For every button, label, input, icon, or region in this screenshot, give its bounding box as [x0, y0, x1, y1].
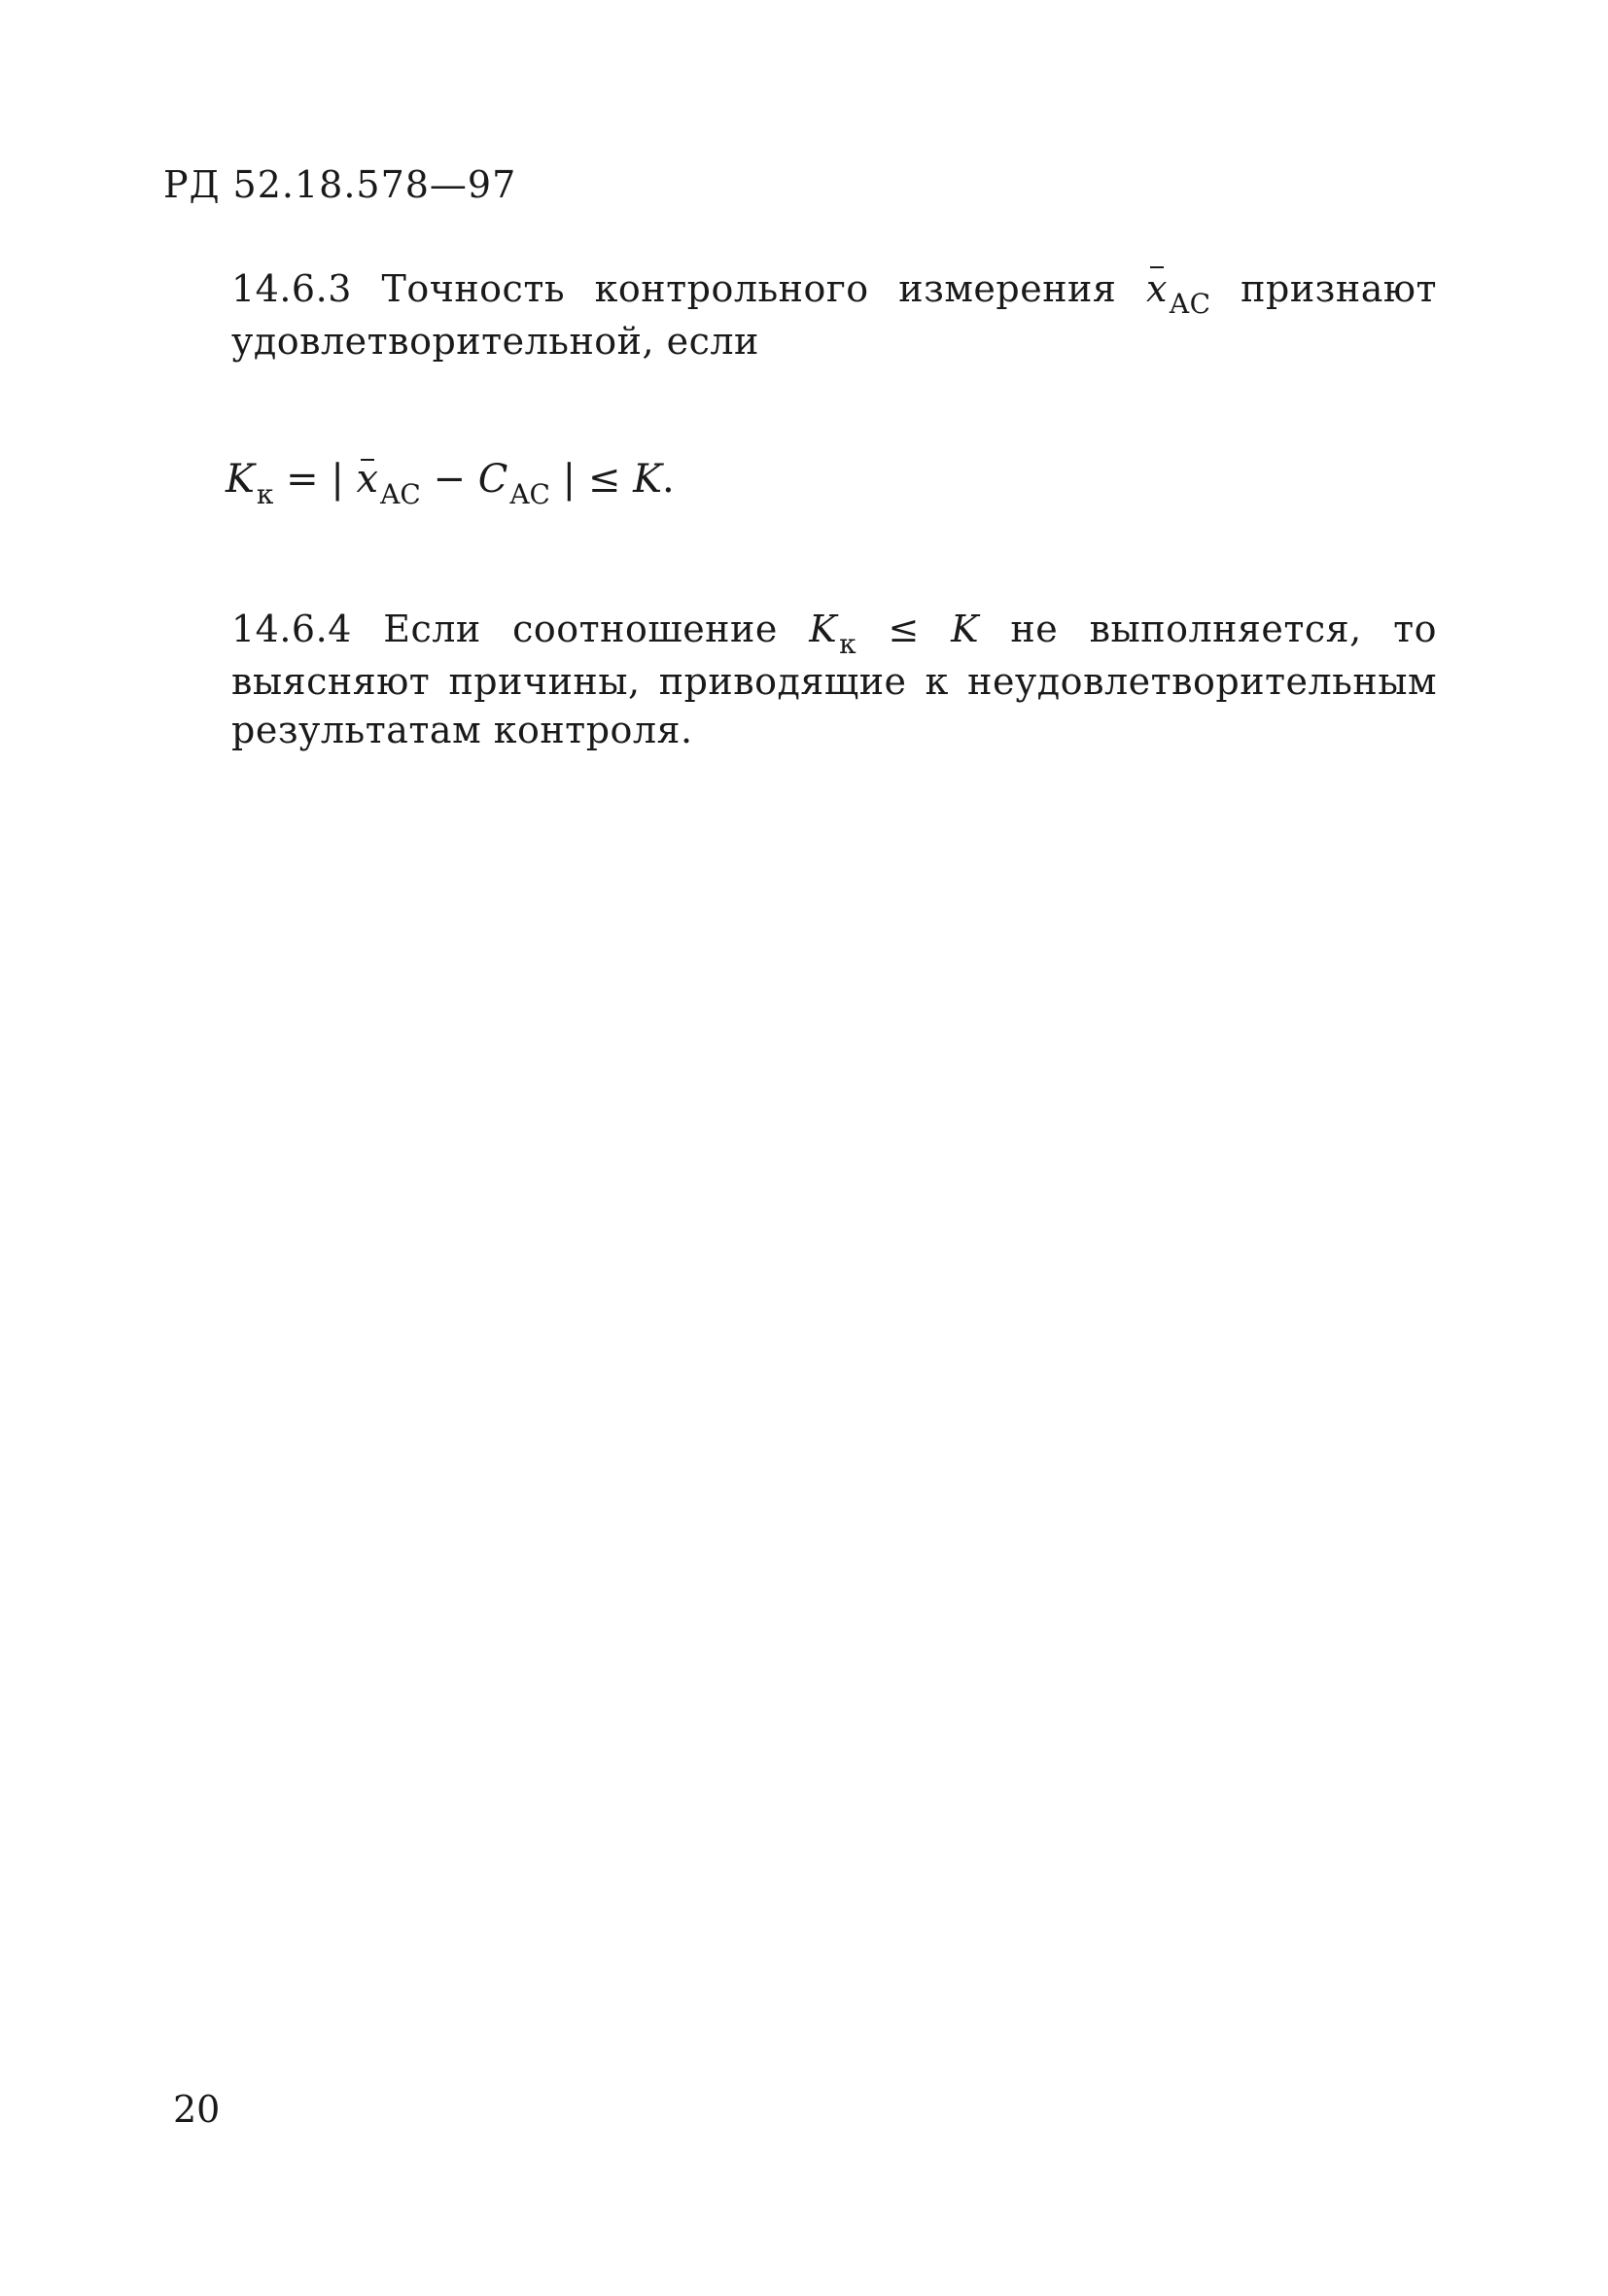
- formula-k-final: K: [633, 457, 662, 502]
- formula-k-subscript: к: [256, 478, 274, 510]
- paragraph-text-after: признают удовлетворительной, если: [231, 267, 1437, 363]
- paragraph-14-6-3: [163, 264, 1437, 365]
- formula-x-subscript: AC: [380, 478, 421, 510]
- formula-period: .: [662, 457, 675, 502]
- formula-leq: | ≤: [549, 457, 634, 502]
- inline-k2: K: [951, 608, 980, 650]
- formula-minus: −: [420, 457, 478, 502]
- paragraph-number: 14.6.4: [231, 608, 352, 650]
- document-code: РД 52.18.578—97: [163, 163, 517, 206]
- paragraph-text-after: не выполняется, то выясняют причины, приводящие к неудовлетворительным результатам контроля.: [231, 608, 1437, 751]
- formula-x-mean: x: [356, 457, 379, 502]
- paragraph-text-before: Если соотношение: [383, 608, 778, 650]
- inline-k: K: [809, 608, 838, 650]
- inline-leq: ≤: [856, 608, 952, 650]
- paragraph-text-before: Точность контрольного измерения: [381, 267, 1117, 310]
- formula-eq: = |: [273, 457, 357, 502]
- page-number: 20: [173, 2088, 221, 2131]
- paragraph-number: 14.6.3: [231, 267, 352, 310]
- formula-c: C: [477, 457, 508, 502]
- symbol-x-mean: x: [1146, 264, 1168, 313]
- paragraph-14-6-4: [163, 605, 1437, 754]
- formula-c-subscript: AC: [509, 478, 550, 510]
- symbol-x-subscript: AC: [1169, 288, 1211, 320]
- formula-kk: [226, 457, 675, 510]
- formula-k: K: [226, 457, 255, 502]
- inline-k-subscript: к: [839, 628, 857, 660]
